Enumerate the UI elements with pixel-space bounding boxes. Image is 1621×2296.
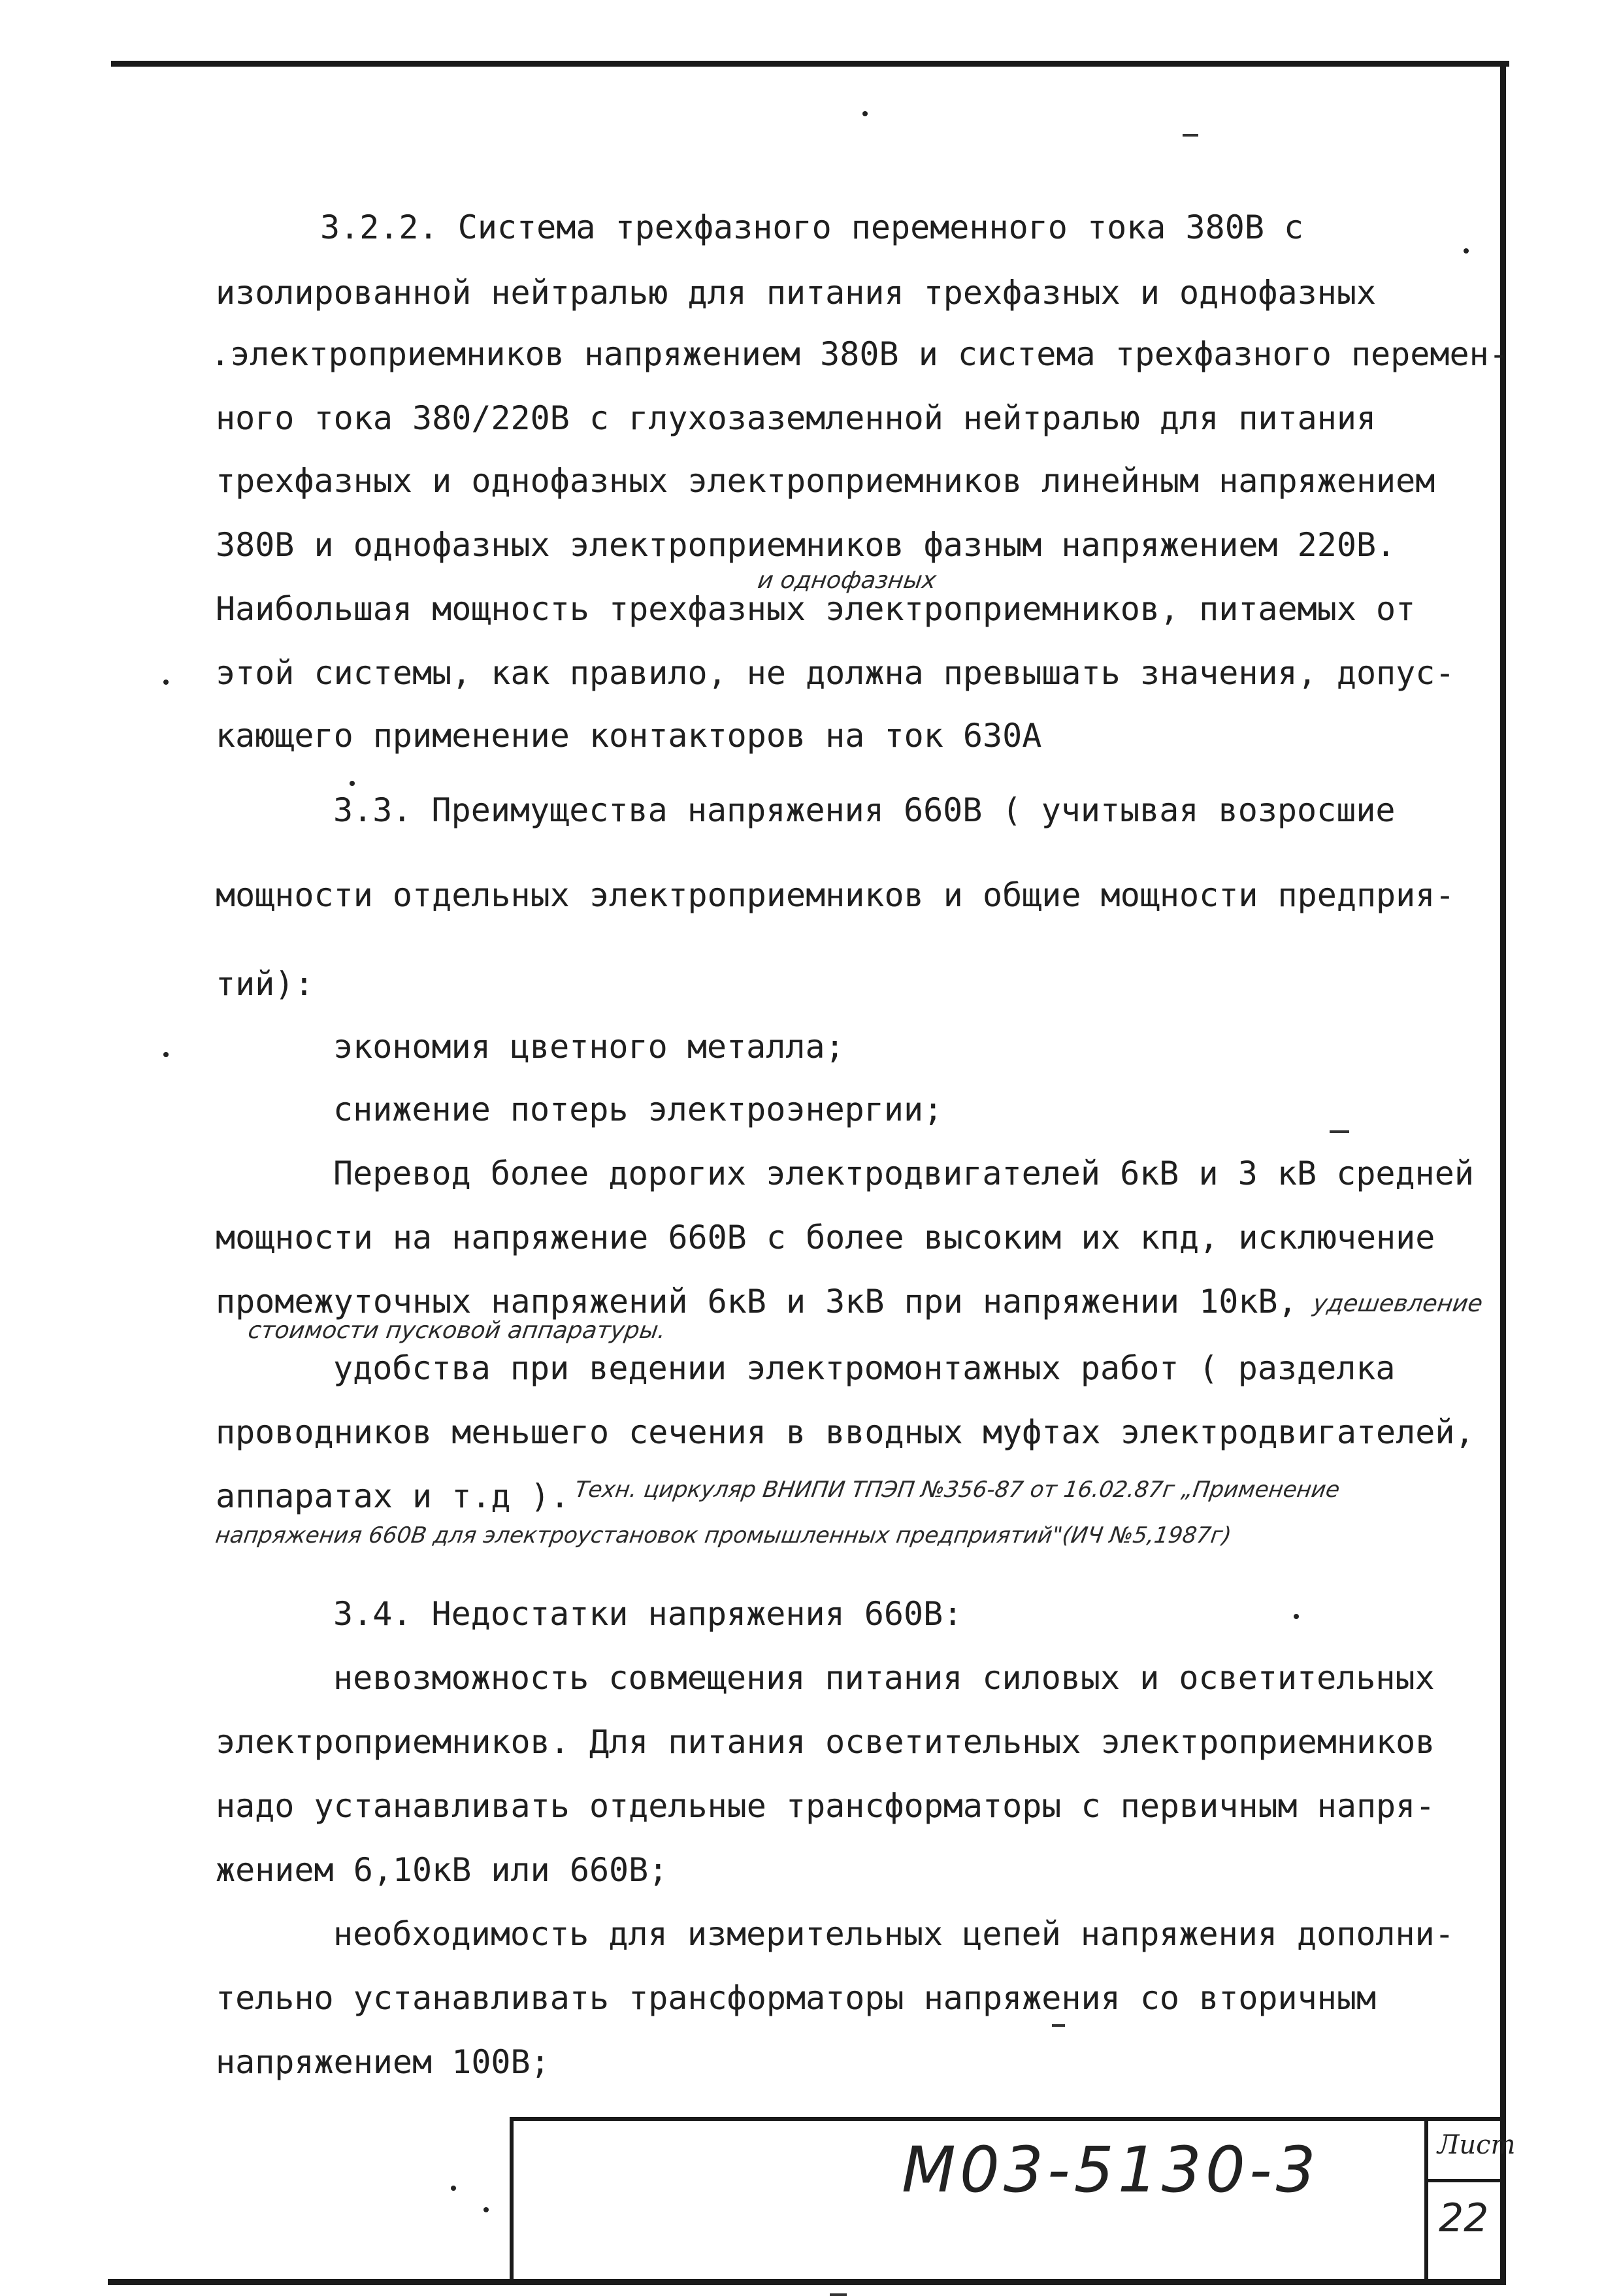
text-line: электроприемников. Для питания осветительных электроприемников <box>216 1723 1435 1761</box>
text-line: Наибольшая мощность трехфазных электроприемников, питаемых от <box>216 590 1416 628</box>
text-line: мощности отдельных электроприемников и общие мощности предприя- <box>216 876 1455 914</box>
text-line: тельно устанавливать трансформаторы напряжения со вторичным <box>216 1979 1377 2017</box>
page-frame-top <box>111 61 1509 67</box>
text-line: изолированной нейтралью для питания трехфазных и однофазных <box>216 274 1377 312</box>
page-frame-right <box>1500 64 1506 2284</box>
handwritten-note: удешевление <box>1311 1290 1484 1317</box>
text-line: необходимость для измерительных цепей напряжения дополни- <box>333 1915 1454 1953</box>
scan-speck <box>1294 1614 1299 1619</box>
text-line: напряжением 100В; <box>216 2043 550 2081</box>
list-item: снижение потерь электроэнергии; <box>333 1091 943 1128</box>
list-item: удобства при ведении электромонтажных работ ( разделка <box>333 1349 1396 1387</box>
text-line: невозможность совмещения питания силовых и осветительных <box>333 1659 1435 1697</box>
document-code: М03-5130-3 <box>902 2133 1320 2206</box>
list-item: экономия цветного металла; <box>333 1028 845 1066</box>
stamp-divider <box>1424 2117 1428 2280</box>
text-line: этой системы, как правило, не должна превышать значения, допус- <box>216 654 1455 692</box>
scan-speck <box>483 2207 489 2212</box>
text-line: трехфазных и однофазных электроприемников линейным напряжением <box>216 462 1435 500</box>
text-line: надо устанавливать отдельные трансформаторы с первичным напря- <box>216 1787 1435 1825</box>
text-line: кающего применение контакторов на ток 630А <box>216 717 1042 755</box>
text-line: ного тока 380/220В с глухозаземленной нейтралью для питания <box>216 399 1377 437</box>
section-heading: 3.4. Недостатки напряжения 660В: <box>333 1595 963 1633</box>
scan-speck <box>1464 248 1469 254</box>
text-line: проводников меньшего сечения в вводных муфтах электродвигателей, <box>216 1413 1475 1451</box>
handwritten-reference: Техн. циркуляр ВНИПИ ТПЭП №356-87 от 16.02.87г „Применение <box>573 1477 1342 1503</box>
handwritten-insert: и однофазных <box>756 567 938 594</box>
text-line: жением 6,10кВ или 660В; <box>216 1851 668 1889</box>
scan-speck <box>451 2186 456 2191</box>
list-item: Перевод более дорогих электродвигателей 6кВ и 3 кВ средней <box>333 1155 1474 1192</box>
section-heading: 3.3. Преимущества напряжения 660В ( учитывая возросшие <box>333 791 1396 829</box>
scan-mark <box>830 2293 847 2296</box>
page-frame-bottom <box>108 2279 1506 2285</box>
text-line: мощности на напряжение 660В с более высоким их кпд, исключение <box>216 1219 1435 1256</box>
scan-mark <box>1183 134 1198 137</box>
handwritten-note: стоимости пусковой аппаратуры. <box>246 1317 668 1344</box>
text-line: 3.2.2. Система трехфазного переменного тока 380В с <box>320 208 1304 246</box>
stamp-border <box>510 2117 514 2280</box>
scan-speck <box>163 680 169 685</box>
text-line: аппаратах и т.д ). <box>216 1477 570 1515</box>
text-line: .электроприемников напряжением 380В и система трехфазного перемен- <box>210 335 1509 373</box>
handwritten-reference: напряжения 660В для электроустановок промышленных предприятий"(ИЧ №5,1987г) <box>214 1522 1234 1549</box>
scan-speck <box>350 781 355 786</box>
sheet-number: 22 <box>1439 2195 1489 2241</box>
scan-speck <box>163 1052 169 1057</box>
text-line: 380В и однофазных электроприемников фазным напряжением 220В. <box>216 526 1396 564</box>
stamp-border <box>510 2117 1503 2121</box>
scan-mark <box>1330 1130 1349 1133</box>
text-line: тий): <box>216 965 314 1003</box>
text-line: промежуточных напряжений 6кВ и 3кВ при напряжении 10кВ, <box>216 1283 1298 1320</box>
scan-mark <box>1052 2024 1065 2027</box>
sheet-label: Лист <box>1437 2130 1516 2160</box>
stamp-divider <box>1424 2179 1503 2182</box>
scan-speck <box>862 111 868 116</box>
